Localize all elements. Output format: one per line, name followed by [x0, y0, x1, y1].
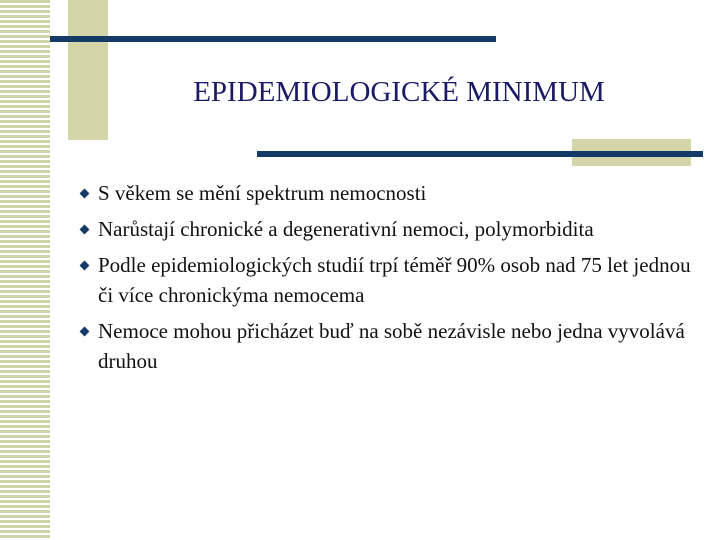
bullet-text: Nemoce mohou přicházet buď na sobě nezávisle nebo jedna vyvolává druhou	[98, 319, 685, 373]
striped-side-band	[0, 0, 50, 540]
bullet-item	[78, 178, 698, 208]
bullet-item	[78, 250, 698, 310]
bullet-text: S věkem se mění spektrum nemocnosti	[98, 181, 427, 205]
title-rule-bottom	[257, 151, 703, 157]
title-rule-top	[50, 36, 496, 42]
diamond-bullet-icon	[80, 327, 90, 337]
diamond-bullet-icon	[80, 261, 90, 271]
bullet-text: Narůstají chronické a degenerativní nemoci, polymorbidita	[98, 217, 594, 241]
bullet-item	[78, 214, 698, 244]
decor-block-top	[68, 0, 108, 140]
diamond-bullet-icon	[80, 225, 90, 235]
bullet-item	[78, 316, 698, 376]
slide-title: EPIDEMIOLOGICKÉ MINIMUM	[193, 76, 605, 108]
bullet-text: Podle epidemiologických studií trpí téměř 90% osob nad 75 let jednou či více chronickýma nemocema	[98, 253, 691, 307]
diamond-bullet-icon	[80, 189, 90, 199]
bullet-list	[78, 178, 698, 382]
